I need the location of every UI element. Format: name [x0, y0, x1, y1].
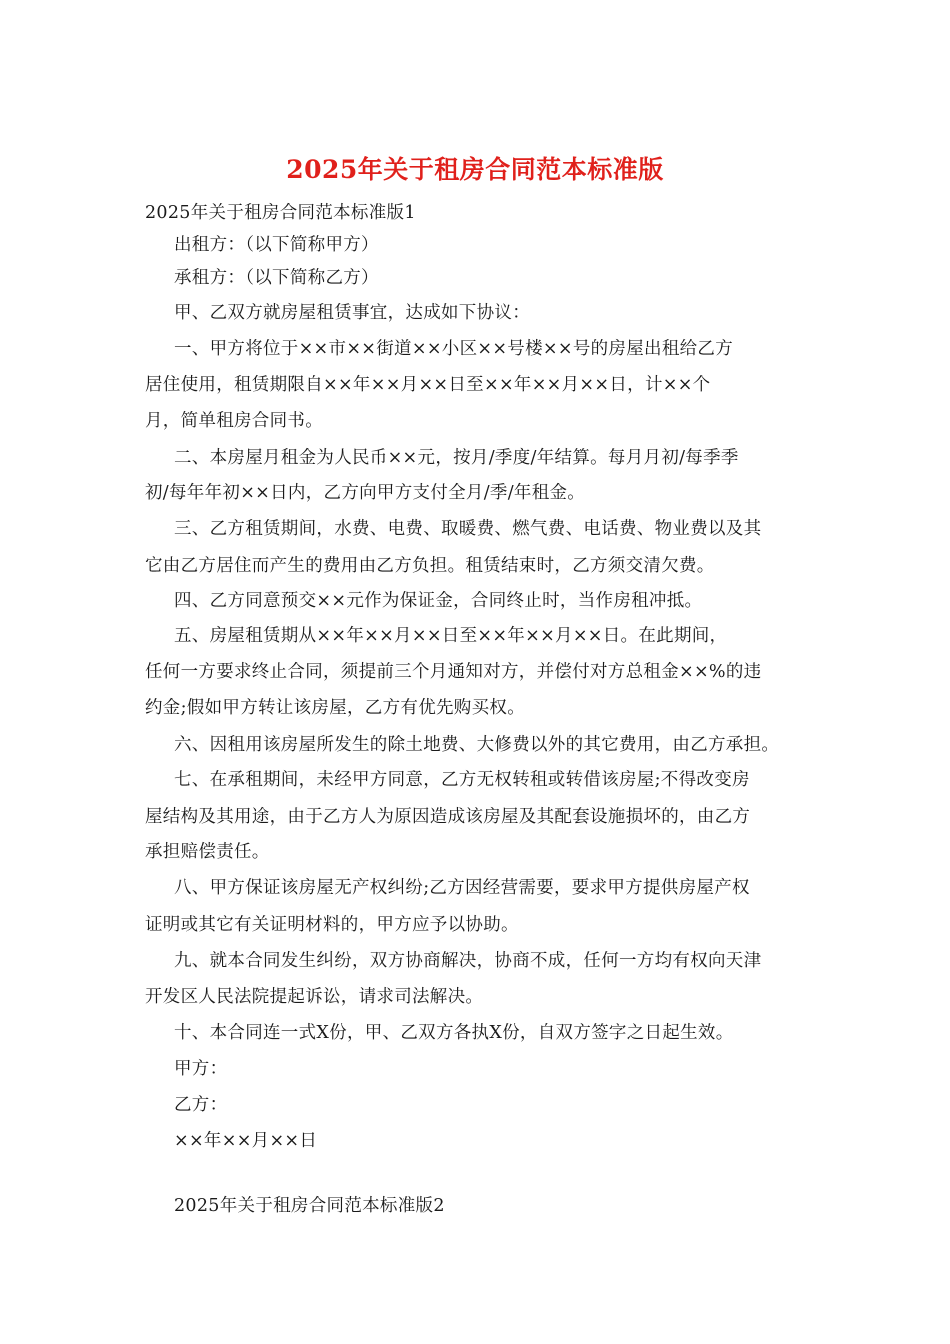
body-line: 三、乙方租赁期间，水费、电费、取暖费、燃气费、电话费、物业费以及其 [174, 519, 762, 539]
body-line: 四、乙方同意预交××元作为保证金，合同终止时，当作房租冲抵。 [174, 591, 703, 611]
body-line: 出租方：（以下简称甲方） [174, 235, 379, 255]
body-line: 2025年关于租房合同范本标准版1 [145, 203, 416, 223]
body-line: 承担赔偿责任。 [145, 842, 270, 862]
body-line: 七、在承租期间，未经甲方同意，乙方无权转租或转借该房屋;不得改变房 [174, 770, 750, 790]
body-line: 屋结构及其用途，由于乙方人为原因造成该房屋及其配套设施损坏的，由乙方 [145, 807, 751, 827]
body-line: 十、本合同连一式X份，甲、乙双方各执X份，自双方签字之日起生效。 [174, 1023, 734, 1043]
body-line: ××年××月××日 [174, 1131, 318, 1151]
body-line: 约金;假如甲方转让该房屋，乙方有优先购买权。 [145, 698, 525, 718]
body-line: 六、因租用该房屋所发生的除土地费、大修费以外的其它费用，由乙方承担。 [174, 735, 780, 755]
body-line: 月，简单租房合同书。 [145, 411, 323, 431]
body-line: 甲方： [174, 1059, 228, 1079]
body-line: 二、本房屋月租金为人民币××元，按月/季度/年结算。每月月初/每季季 [174, 448, 739, 468]
body-line: 证明或其它有关证明材料的，甲方应予以协助。 [145, 915, 519, 935]
body-line: 乙方： [174, 1095, 228, 1115]
body-line: 2025年关于租房合同范本标准版2 [174, 1196, 445, 1216]
body-line: 一、甲方将位于××市××街道××小区××号楼××号的房屋出租给乙方 [174, 339, 734, 359]
body-line: 甲、乙双方就房屋租赁事宜，达成如下协议： [174, 303, 530, 323]
body-line: 八、甲方保证该房屋无产权纠纷;乙方因经营需要，要求甲方提供房屋产权 [174, 878, 750, 898]
body-line: 任何一方要求终止合同，须提前三个月通知对方，并偿付对方总租金××%的违 [145, 662, 762, 682]
body-line: 初/每年年初××日内，乙方向甲方支付全月/季/年租金。 [145, 483, 586, 503]
document-title: 2025年关于租房合同范本标准版 [286, 155, 664, 184]
body-line: 开发区人民法院提起诉讼，请求司法解决。 [145, 987, 484, 1007]
body-line: 五、房屋租赁期从××年××月××日至××年××月××日。在此期间， [174, 626, 728, 646]
body-line: 九、就本合同发生纠纷，双方协商解决，协商不成，任何一方均有权向天津 [174, 951, 762, 971]
body-line: 承租方：（以下简称乙方） [174, 268, 379, 288]
body-line: 它由乙方居住而产生的费用由乙方负担。租赁结束时，乙方须交清欠费。 [145, 556, 715, 576]
body-line: 居住使用，租赁期限自××年××月××日至××年××月××日，计××个 [145, 375, 711, 395]
